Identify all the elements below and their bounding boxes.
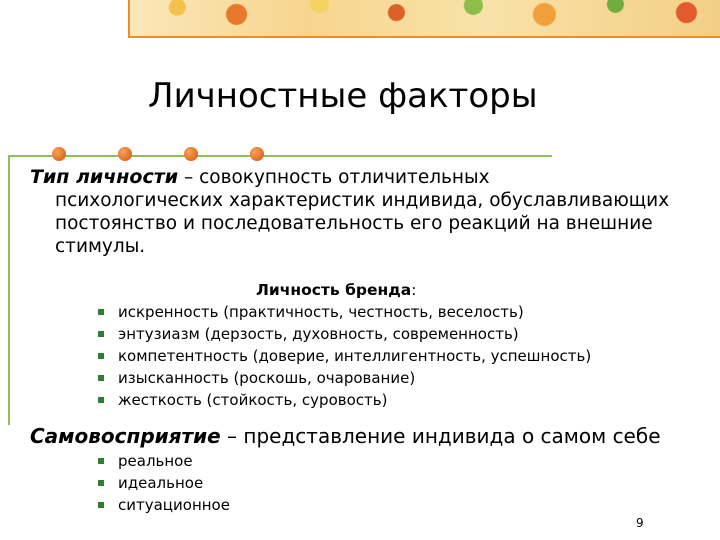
bullet-square-icon xyxy=(98,480,104,486)
orange-dot-icon xyxy=(118,147,132,161)
list-item-text: изысканность (роскошь, очарование) xyxy=(118,369,416,387)
brand-personality-list xyxy=(98,301,591,411)
list-item xyxy=(98,323,591,345)
bullet-square-icon xyxy=(98,353,104,359)
list-item-text: реальное xyxy=(118,452,193,470)
self-perception-definition xyxy=(30,423,720,449)
list-item xyxy=(98,494,230,516)
brand-personality-heading-text: Личность бренда xyxy=(256,281,412,299)
list-item-text: идеальное xyxy=(118,474,204,492)
list-item xyxy=(98,472,230,494)
list-item xyxy=(98,345,591,367)
personality-type-definition xyxy=(30,166,710,258)
bullet-square-icon xyxy=(98,309,104,315)
list-item xyxy=(98,389,591,411)
divider-horizontal xyxy=(8,155,552,157)
orange-dot-icon xyxy=(184,147,198,161)
list-item xyxy=(98,367,591,389)
definition-text-first: – совокупность отличительных xyxy=(178,167,490,188)
definition-text-rest: психологических характеристик индивида, обуславливающих постоянство и последовательность его реакций на внешние стимулы. xyxy=(55,190,670,257)
self-perception-text: – представление индивида о самом себе xyxy=(220,424,661,448)
list-item xyxy=(98,450,230,472)
orange-dot-icon xyxy=(250,147,264,161)
list-item-text: искренность (практичность, честность, веселость) xyxy=(118,303,524,321)
decorative-banner xyxy=(128,0,720,38)
self-perception-list xyxy=(98,450,230,516)
bullet-square-icon xyxy=(98,502,104,508)
bullet-square-icon xyxy=(98,458,104,464)
list-item xyxy=(98,301,591,323)
list-item-text: энтузиазм (дерзость, духовность, современность) xyxy=(118,325,519,343)
list-item-text: жесткость (стойкость, суровость) xyxy=(118,391,388,409)
definition-term: Тип личности xyxy=(30,166,179,188)
list-item-text: компетентность (доверие, интеллигентность, успешность) xyxy=(118,347,592,365)
bullet-square-icon xyxy=(98,397,104,403)
self-perception-term: Самовосприятие xyxy=(30,424,221,448)
orange-dot-icon xyxy=(52,147,66,161)
divider-vertical xyxy=(8,155,10,425)
page-number: 9 xyxy=(636,516,644,530)
slide-title: Личностные факторы xyxy=(148,76,538,116)
bullet-square-icon xyxy=(98,375,104,381)
list-item-text: ситуационное xyxy=(118,496,230,514)
bullet-square-icon xyxy=(98,331,104,337)
brand-personality-heading-suffix: : xyxy=(411,281,417,299)
brand-personality-heading xyxy=(256,280,416,300)
